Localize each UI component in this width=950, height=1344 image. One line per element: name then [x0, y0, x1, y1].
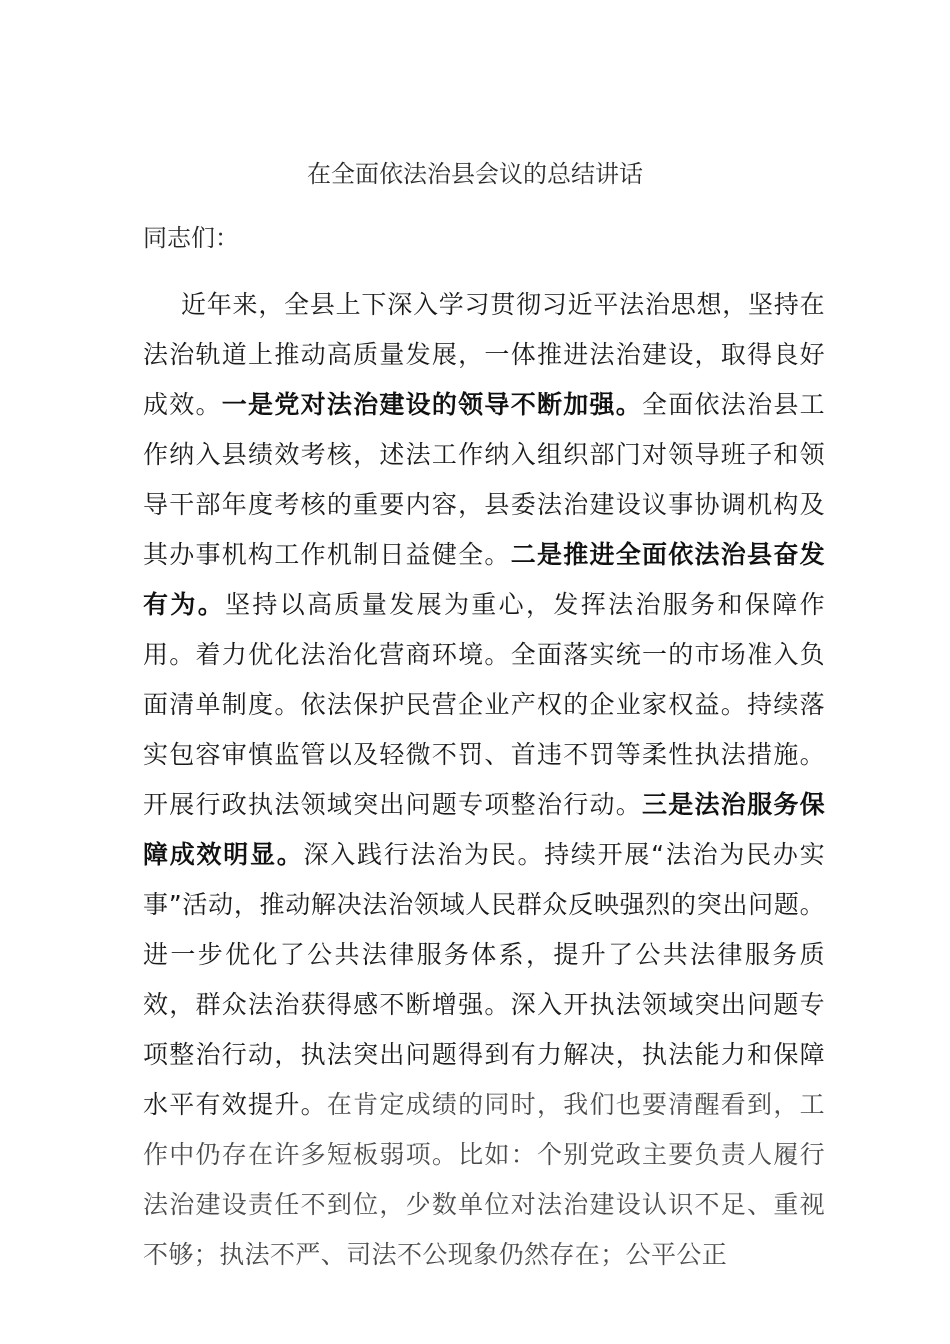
- body-paragraph: [143, 280, 825, 1280]
- heading-point-three: 三是法治服务保障成效明显。: [143, 790, 825, 869]
- sentence-point-three: 深入践行法治为民。持续开展“法治为民办实事”活动，推动解决法治领域人民群众反映强烈的突出问题。进一步优化了公共法律服务体系，提升了公共法律服务质效，群众法治获得感不断增强。深入开执法领域突出问题专项整治行动，执法突出问题得到有力解决，执法能力和保障水平有效提升。: [143, 840, 825, 1119]
- sentence-point-one: 全面依法治县工作纳入县绩效考核，述法工作纳入组织部门对领导班子和领导干部年度考核的重要内容，县委法治建设议事协调机构及其办事机构工作机制日益健全。: [143, 390, 825, 569]
- sentence-shortcomings: 在肯定成绩的同时，我们也要清醒看到，工作中仍存在许多短板弱项。比如：个别党政主要负责人履行法治建设责任不到位，少数单位对法治建设认识不足、重视不够；执法不严、司法不公现象仍然存在；公平公正: [143, 1090, 825, 1269]
- greeting: 同志们：: [143, 224, 239, 252]
- sentence-point-two: 坚持以高质量发展为重心，发挥法治服务和保障作用。着力优化法治化营商环境。全面落实统一的市场准入负面清单制度。依法保护民营企业产权的企业家权益。持续落实包容审慎监管以及轻微不罚、首违不罚等柔性执法措施。开展行政执法领域突出问题专项整治行动。: [143, 590, 825, 819]
- document-title: 在全面依法治县会议的总结讲话: [307, 160, 643, 188]
- heading-point-one: 一是党对法治建设的领导不断加强。: [221, 390, 643, 419]
- heading-point-two: 二是推进全面依法治县奋发有为。: [143, 540, 825, 619]
- sentence-intro: 近年来，全县上下深入学习贯彻习近平法治思想，坚持在法治轨道上推动高质量发展，一体推进法治建设，取得良好成效。: [143, 290, 825, 419]
